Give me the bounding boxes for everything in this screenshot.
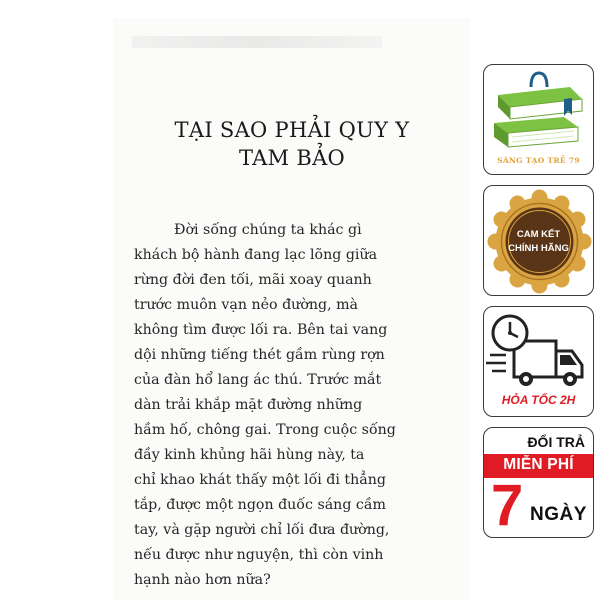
body-line: chỉ khao khát thấy một lối đi thẳng [134,472,386,488]
body-line: Đời sống chúng ta khác gì [174,222,362,238]
body-line: tay, và gặp người chỉ lối đưa đường, [134,522,390,538]
express-delivery-badge [483,306,594,417]
body-line: khách bộ hành đang lạc lõng giữa [134,247,378,263]
authentic-line-1: CAM KẾT [516,229,561,240]
chapter-title [118,116,466,172]
free-return-badge [483,427,594,538]
page-header-smudge [132,36,382,48]
body-line: hầm hố, chông gai. Trong cuộc sống [134,422,396,438]
return-days-unit: NGÀY [530,504,587,525]
free-banner-text: MIỄN PHÍ [503,456,574,473]
express-caption: HỎA TỐC 2H [501,393,576,407]
body-line: trước muôn vạn nẻo đường, mà [134,297,359,313]
body-line: dội những tiếng thét gầm rùng rợn [134,347,385,363]
body-line: hạnh nào hơn nữa? [134,572,271,588]
body-line: của đàn hổ lang ác thú. Trước mắt [134,372,382,388]
return-days-number: 7 [491,473,524,538]
return-label: ĐỔI TRẢ [527,434,585,450]
gold-seal-icon [484,186,594,296]
body-text [134,218,456,593]
body-line: dàn trải khắp mặt đường những [134,397,363,413]
authentic-line-2: CHÍNH HÃNG [508,243,569,254]
chapter-title-line-2: TAM BẢO [238,146,346,170]
chapter-title-line-1: TẠI SAO PHẢI QUY Y [174,118,410,142]
body-line: rừng đời đen tối, mãi xoay quanh [134,272,372,288]
shop-logo-badge [483,64,594,175]
shop-caption: SÁNG TẠO TRẺ 79 [497,156,580,165]
body-line: tắp, được một ngọn đuốc sáng cầm [134,497,387,513]
body-line: nếu được như nguyện, thì còn vinh [134,547,384,563]
authentic-badge [483,185,594,296]
body-line: không tìm được lối ra. Bên tai vang [134,322,388,338]
body-line: đầy kinh khủng hãi hùng này, ta [134,447,365,463]
